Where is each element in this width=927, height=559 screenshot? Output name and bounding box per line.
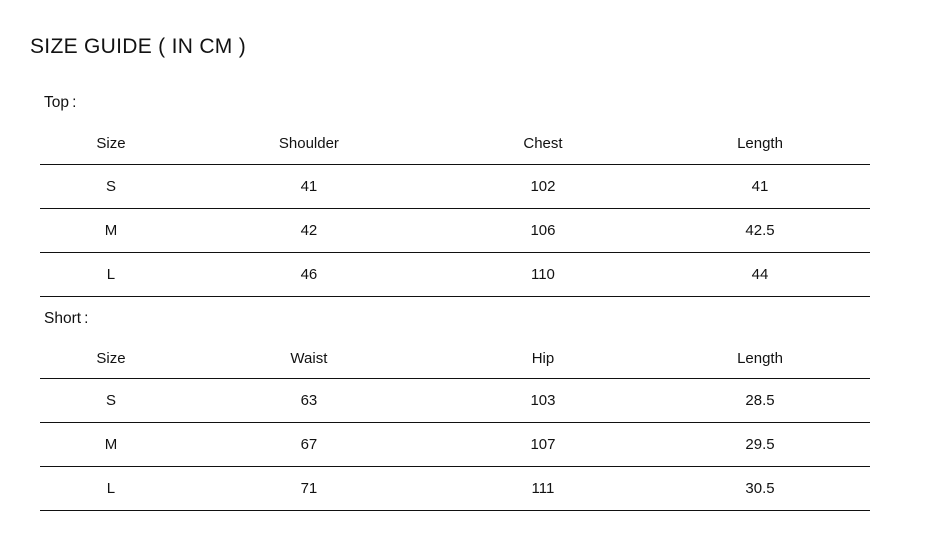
header-cell-size: Size [40, 124, 182, 164]
cell-waist: 67 [182, 423, 436, 467]
table-header-row [40, 339, 870, 379]
cell-shoulder: 46 [182, 252, 436, 296]
cell-chest: 106 [436, 208, 650, 252]
section-label-short: Short : [44, 309, 89, 327]
cell-hip: 103 [436, 379, 650, 423]
header-cell-chest: Chest [436, 124, 650, 164]
cell-hip: 111 [436, 467, 650, 511]
header-cell-hip: Hip [436, 339, 650, 379]
cell-length: 42.5 [650, 208, 870, 252]
cell-chest: 110 [436, 252, 650, 296]
cell-length: 28.5 [650, 379, 870, 423]
section-label-top: Top : [44, 94, 77, 111]
cell-size: L [40, 467, 182, 511]
cell-size: L [40, 252, 182, 296]
page-title: SIZE GUIDE ( IN CM ) [30, 35, 246, 58]
cell-length: 30.5 [650, 467, 870, 511]
cell-size: S [40, 379, 182, 423]
header-cell-waist: Waist [182, 339, 436, 379]
cell-length: 44 [650, 252, 870, 296]
top-size-table [40, 124, 870, 297]
short-size-table [40, 339, 870, 512]
cell-length: 41 [650, 164, 870, 208]
size-guide-page [0, 34, 927, 559]
cell-shoulder: 42 [182, 208, 436, 252]
cell-length: 29.5 [650, 423, 870, 467]
table-row [40, 164, 870, 208]
cell-size: M [40, 423, 182, 467]
header-cell-size: Size [40, 339, 182, 379]
table-row [40, 379, 870, 423]
cell-waist: 63 [182, 379, 436, 423]
table-row [40, 467, 870, 511]
table-row [40, 208, 870, 252]
cell-size: M [40, 208, 182, 252]
table-row [40, 423, 870, 467]
header-cell-length: Length [650, 339, 870, 379]
cell-waist: 71 [182, 467, 436, 511]
table-row [40, 252, 870, 296]
cell-shoulder: 41 [182, 164, 436, 208]
cell-size: S [40, 164, 182, 208]
header-cell-shoulder: Shoulder [182, 124, 436, 164]
table-header-row [40, 124, 870, 164]
cell-hip: 107 [436, 423, 650, 467]
header-cell-length: Length [650, 124, 870, 164]
cell-chest: 102 [436, 164, 650, 208]
